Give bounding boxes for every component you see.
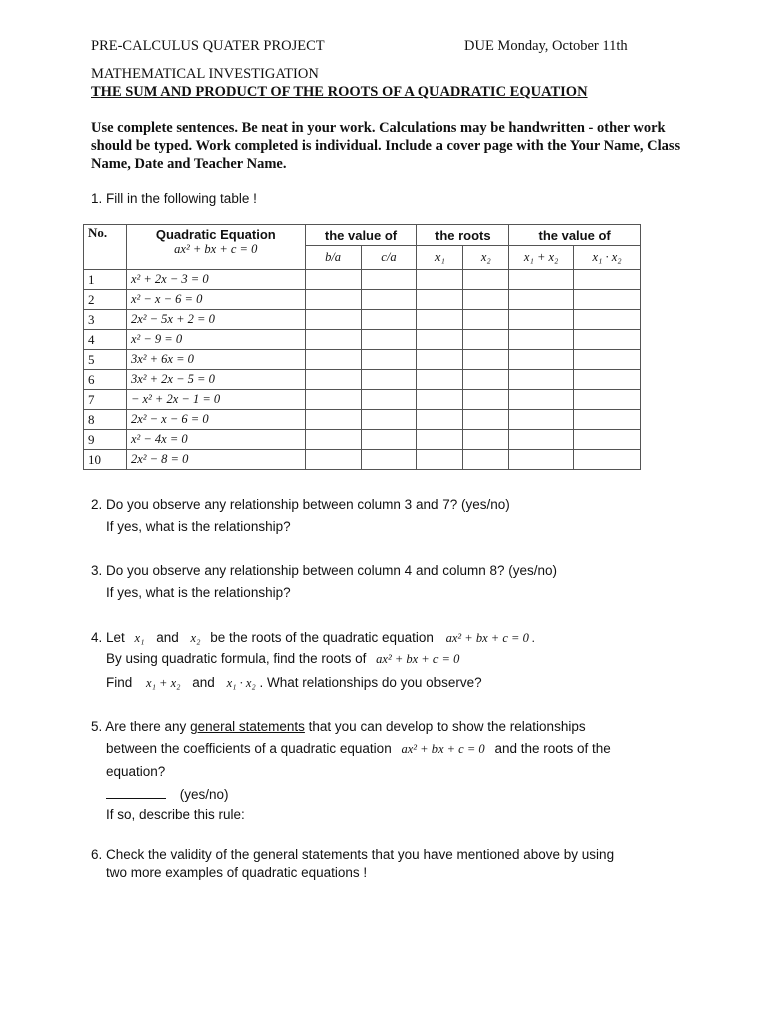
header-roots: the roots: [417, 225, 509, 246]
answer-cell[interactable]: [361, 430, 417, 450]
answer-cell[interactable]: [574, 290, 641, 310]
answer-cell[interactable]: [361, 390, 417, 410]
q5-general-statements: general statements: [190, 719, 305, 734]
q4-sum: x₁ + x₂: [146, 676, 181, 690]
row-number: 10: [84, 450, 127, 470]
row-number: 5: [84, 350, 127, 370]
answer-cell[interactable]: [417, 370, 463, 390]
answer-cell[interactable]: [574, 390, 641, 410]
answer-cell[interactable]: [574, 450, 641, 470]
answer-cell[interactable]: [463, 330, 509, 350]
answer-cell[interactable]: [463, 410, 509, 430]
header-value-of-1: the value of: [305, 225, 417, 246]
question-3-followup: If yes, what is the relationship?: [106, 585, 291, 600]
table-row: [84, 310, 641, 330]
header-equation-general: ax² + bx + c = 0: [174, 242, 258, 256]
answer-cell[interactable]: [417, 350, 463, 370]
row-equation: − x² + 2x − 1 = 0: [126, 390, 305, 410]
answer-cell[interactable]: [305, 290, 361, 310]
question-5: [91, 719, 586, 734]
table-row: [84, 450, 641, 470]
answer-cell[interactable]: [417, 290, 463, 310]
question-5-line3: equation?: [106, 764, 166, 779]
subheader-sum: x₁ + x₂: [509, 246, 574, 270]
answer-cell[interactable]: [574, 370, 641, 390]
due-date: DUE Monday, October 11th: [464, 38, 628, 54]
q4-and: and: [156, 630, 179, 645]
row-equation: 2x² − x − 6 = 0: [126, 410, 305, 430]
row-number: 7: [84, 390, 127, 410]
row-equation: x² − 9 = 0: [126, 330, 305, 350]
q5-yesno: (yes/no): [179, 787, 229, 802]
q5-line2-end: and the roots of the: [494, 741, 611, 756]
answer-cell[interactable]: [305, 450, 361, 470]
answer-cell[interactable]: [361, 370, 417, 390]
row-number: 9: [84, 430, 127, 450]
row-equation: x² − 4x = 0: [126, 430, 305, 450]
row-number: 8: [84, 410, 127, 430]
q4-observe: . What relationships do you observe?: [259, 675, 482, 690]
answer-cell[interactable]: [463, 270, 509, 290]
answer-cell[interactable]: [574, 330, 641, 350]
table-row: [84, 410, 641, 430]
answer-cell[interactable]: [463, 370, 509, 390]
answer-cell[interactable]: [417, 330, 463, 350]
answer-cell[interactable]: [417, 410, 463, 430]
instructions: Use complete sentences. Be neat in your work. Calculations may be handwritten - other work should be typed. Work completed is individual. Include a cover page with the Your Name, Class Name, Date and Teacher Name.: [91, 120, 681, 172]
row-number: 6: [84, 370, 127, 390]
answer-cell[interactable]: [574, 350, 641, 370]
question-2-followup: If yes, what is the relationship?: [106, 519, 291, 534]
answer-cell[interactable]: [463, 430, 509, 450]
subtitle: MATHEMATICAL INVESTIGATION: [91, 66, 319, 82]
row-equation: 2x² − 5x + 2 = 0: [126, 310, 305, 330]
answer-cell[interactable]: [574, 310, 641, 330]
question-6-line2: two more examples of quadratic equations !: [106, 865, 368, 880]
answer-cell[interactable]: [305, 270, 361, 290]
question-5-answer-line: [106, 786, 229, 802]
subheader-product: x₁ · x₂: [574, 246, 641, 270]
answer-cell[interactable]: [361, 410, 417, 430]
table-row: [84, 350, 641, 370]
answer-cell[interactable]: [463, 310, 509, 330]
answer-cell[interactable]: [305, 410, 361, 430]
answer-cell[interactable]: [417, 450, 463, 470]
answer-cell[interactable]: [463, 390, 509, 410]
topic-title: THE SUM AND PRODUCT OF THE ROOTS OF A QUADRATIC EQUATION: [91, 84, 588, 100]
q4-let: 4. Let: [91, 630, 125, 645]
q4-and2: and: [192, 675, 215, 690]
answer-cell[interactable]: [463, 450, 509, 470]
q4-x2: x₂: [190, 631, 201, 645]
row-number: 1: [84, 270, 127, 290]
answer-cell[interactable]: [361, 270, 417, 290]
q5-start: 5. Are there any: [91, 719, 187, 734]
q4-x1: x₁: [134, 631, 145, 645]
table-row: [84, 430, 641, 450]
question-4: [91, 630, 535, 646]
header-equation-label: Quadratic Equation: [155, 227, 276, 242]
question-5-describe: If so, describe this rule:: [106, 807, 245, 822]
question-5-line2: [106, 741, 611, 757]
answer-cell[interactable]: [509, 290, 574, 310]
answer-cell[interactable]: [361, 450, 417, 470]
roots-table: [83, 224, 641, 470]
answer-cell[interactable]: [509, 390, 574, 410]
row-number: 2: [84, 290, 127, 310]
header-value-of-2: the value of: [509, 225, 641, 246]
answer-cell[interactable]: [574, 410, 641, 430]
answer-cell[interactable]: [305, 370, 361, 390]
answer-cell[interactable]: [361, 310, 417, 330]
answer-cell[interactable]: [417, 390, 463, 410]
answer-cell[interactable]: [509, 450, 574, 470]
answer-cell[interactable]: [509, 410, 574, 430]
table-row: [84, 330, 641, 350]
answer-cell[interactable]: [417, 310, 463, 330]
row-equation: 2x² − 8 = 0: [126, 450, 305, 470]
answer-cell[interactable]: [417, 430, 463, 450]
question-2: 2. Do you observe any relationship between column 3 and 7? (yes/no): [91, 497, 510, 512]
subheader-x1: x₁: [417, 246, 463, 270]
q4-find: Find: [106, 675, 133, 690]
subheader-c-over-a: c/a: [361, 246, 417, 270]
answer-cell[interactable]: [305, 390, 361, 410]
q4-equation: ax² + bx + c = 0 .: [445, 631, 536, 645]
header-equation: [126, 225, 305, 270]
table-row: [84, 290, 641, 310]
answer-cell[interactable]: [574, 270, 641, 290]
row-equation: 3x² + 6x = 0: [126, 350, 305, 370]
answer-cell[interactable]: [509, 330, 574, 350]
question-3: 3. Do you observe any relationship between column 4 and column 8? (yes/no): [91, 563, 558, 578]
answer-cell[interactable]: [463, 350, 509, 370]
answer-cell[interactable]: [509, 430, 574, 450]
row-number: 4: [84, 330, 127, 350]
answer-cell[interactable]: [361, 350, 417, 370]
q4-line2-text: By using quadratic formula, find the roots of: [106, 651, 367, 666]
row-equation: x² − x − 6 = 0: [126, 290, 305, 310]
row-equation: x² + 2x − 3 = 0: [126, 270, 305, 290]
answer-cell[interactable]: [509, 310, 574, 330]
answer-cell[interactable]: [305, 430, 361, 450]
table-row: [84, 390, 641, 410]
subheader-b-over-a: b/a: [305, 246, 361, 270]
row-equation: 3x² + 2x − 5 = 0: [126, 370, 305, 390]
answer-cell[interactable]: [361, 290, 417, 310]
question-4-line3: [106, 675, 482, 691]
answer-cell[interactable]: [509, 370, 574, 390]
table-row: [84, 370, 641, 390]
question-4-line2: [106, 651, 459, 667]
answer-cell[interactable]: [509, 270, 574, 290]
header-no: No.: [84, 225, 127, 270]
answer-cell[interactable]: [417, 270, 463, 290]
q4-product: x₁ · x₂: [226, 676, 256, 690]
answer-cell[interactable]: [305, 310, 361, 330]
q4-be-roots: be the roots of the quadratic equation: [210, 630, 434, 645]
answer-cell[interactable]: [305, 350, 361, 370]
answer-cell[interactable]: [361, 330, 417, 350]
answer-cell[interactable]: [305, 330, 361, 350]
table-row: [84, 270, 641, 290]
q4-line2-equation: ax² + bx + c = 0: [376, 652, 460, 666]
project-title: PRE-CALCULUS QUATER PROJECT: [91, 38, 325, 54]
q5-line2-text: between the coefficients of a quadratic equation: [106, 741, 392, 756]
question-6: 6. Check the validity of the general statements that you have mentioned above by using: [91, 847, 615, 862]
answer-cell[interactable]: [574, 430, 641, 450]
q5-rest: that you can develop to show the relationships: [304, 719, 586, 734]
row-number: 3: [84, 310, 127, 330]
q5-equation: ax² + bx + c = 0: [401, 742, 485, 756]
question-1: 1. Fill in the following table !: [91, 191, 257, 206]
answer-cell[interactable]: [463, 290, 509, 310]
answer-cell[interactable]: [509, 350, 574, 370]
answer-blank[interactable]: [106, 786, 166, 799]
subheader-x2: x₂: [463, 246, 509, 270]
